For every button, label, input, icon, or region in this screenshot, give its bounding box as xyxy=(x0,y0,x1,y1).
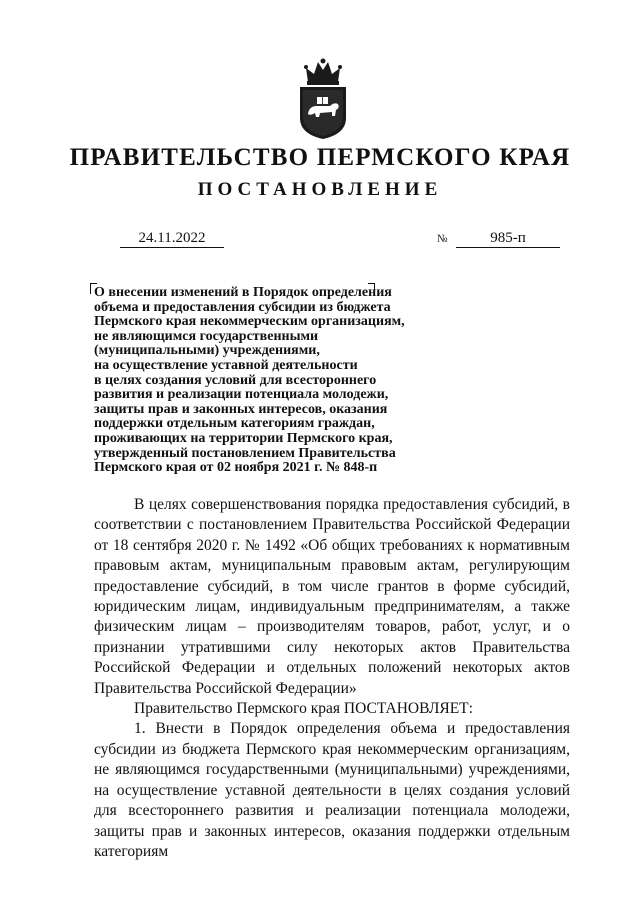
document-type: ПОСТАНОВЛЕНИЕ xyxy=(197,179,443,200)
preamble-paragraph: В целях совершенствования порядка предоставления субсидий, в соответствии с постановлением Правительства Российской Федерации от 18 сентября 2020 г. № 1492 «Об общих требованиях к нормативным правовым актам, муниципальным правовым актам, регулирующим предоставление субсидий, в том числе грантов в форме субсидий, юридическим лицам, индивидуальным предпринимателям, а также физическим лицам – производителям товаров, работ, услуг, и о признании утратившими силу некоторых актов Правительства Российской Федерации и отдельных положений некоторых актов Правительства Российской Федерации» xyxy=(94,496,570,697)
subject-line: утвержденный постановлением Правительства xyxy=(94,445,396,461)
item-1-paragraph: 1. Внести в Порядок определения объема и предоставления субсидии из бюджета Пермского края некоммерческим организациям, не являющимся государственными (муниципальными) учреждениями, на осуществление уставной деятельности в целях создания условий для всестороннего развития и реализации потенциала молодежи, защиты прав и законных интересов, оказания поддержки отдельным категориям xyxy=(94,720,570,860)
document-date: 24.11.2022 xyxy=(120,229,224,248)
subject-line: на осуществление уставной деятельности xyxy=(94,357,358,373)
subject-line: О внесении изменений в Порядок определения xyxy=(94,285,392,300)
document-subject xyxy=(94,286,474,476)
perm-krai-coat-of-arms-icon xyxy=(296,56,350,140)
document-number: 985-п xyxy=(456,229,560,248)
subject-line: поддержки отдельным категориям граждан, xyxy=(94,416,375,432)
number-sign: № xyxy=(437,233,448,245)
subject-line: не являющимся государственными xyxy=(94,328,319,344)
subject-line: Пермского края от 02 ноября 2021 г. № 848-п xyxy=(94,460,378,476)
subject-line: Пермского края некоммерческим организациям, xyxy=(94,314,405,330)
government-title: ПРАВИТЕЛЬСТВО ПЕРМСКОГО КРАЯ xyxy=(69,144,571,171)
subject-line: объема и предоставления субсидии из бюджета xyxy=(94,299,391,315)
subject-line: (муниципальными) учреждениями, xyxy=(94,343,320,359)
subject-line: в целях создания условий для всестороннего xyxy=(94,372,377,388)
document-body xyxy=(94,495,570,862)
subject-line: проживающих на территории Пермского края, xyxy=(94,430,393,446)
subject-line: развития и реализации потенциала молодежи, xyxy=(94,387,389,403)
subject-line: защиты прав и законных интересов, оказания xyxy=(94,401,388,417)
decree-paragraph: Правительство Пермского края ПОСТАНОВЛЯЕТ: xyxy=(134,700,473,718)
